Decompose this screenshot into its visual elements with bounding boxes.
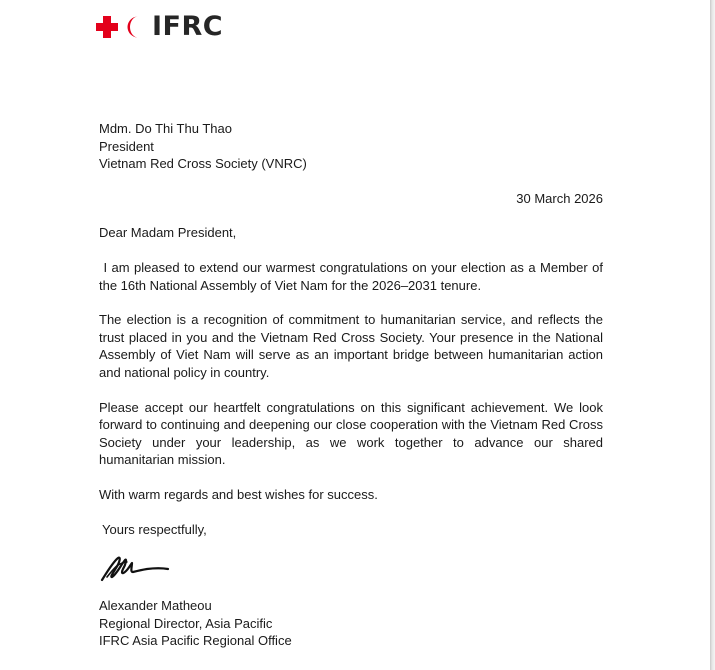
letter-date: 30 March 2026 xyxy=(516,190,603,206)
signer-office: IFRC Asia Pacific Regional Office xyxy=(99,633,292,649)
recipient-title: President xyxy=(99,138,154,154)
recipient-block xyxy=(99,120,603,173)
page-edge-shadow xyxy=(710,0,715,670)
signer-block xyxy=(99,597,603,650)
ifrc-logo xyxy=(96,12,223,42)
signoff: Yours respectfully, xyxy=(102,521,207,537)
red-crescent-emblem-icon xyxy=(123,15,145,39)
paragraph-recognition: The election is a recognition of commitment to humanitarian service, and reflects the trust placed in you and the Vietnam Red Cross Society. Your presence in the National Assembly of Viet Nam will serve as an important bridge between humanitarian action and national policy in country. xyxy=(99,312,603,380)
signer-name: Alexander Matheou xyxy=(99,598,212,614)
paragraph-cooperation: Please accept our heartfelt congratulations on this significant achievement. We look forward to continuing and deepening our close cooperation with the Vietnam Red Cross Society under your leadership, as we work together to advance our shared humanitarian mission. xyxy=(99,399,603,468)
recipient-name: Mdm. Do Thi Thu Thao xyxy=(99,121,232,136)
paragraph-congratulations: I am pleased to extend our warmest congratulations on your election as a Member of the 16th National Assembly of Viet Nam for the 2026–2031 tenure. xyxy=(99,259,607,293)
signer-title: Regional Director, Asia Pacific xyxy=(99,615,273,631)
recipient-organization: Vietnam Red Cross Society (VNRC) xyxy=(99,156,307,172)
logo-text: IFRC xyxy=(152,11,224,42)
red-cross-emblem-icon xyxy=(96,16,118,38)
salutation: Dear Madam President, xyxy=(99,225,237,241)
handwritten-signature-icon xyxy=(99,550,171,584)
letter-body xyxy=(99,120,607,650)
closing-line: With warm regards and best wishes for success. xyxy=(99,486,378,502)
